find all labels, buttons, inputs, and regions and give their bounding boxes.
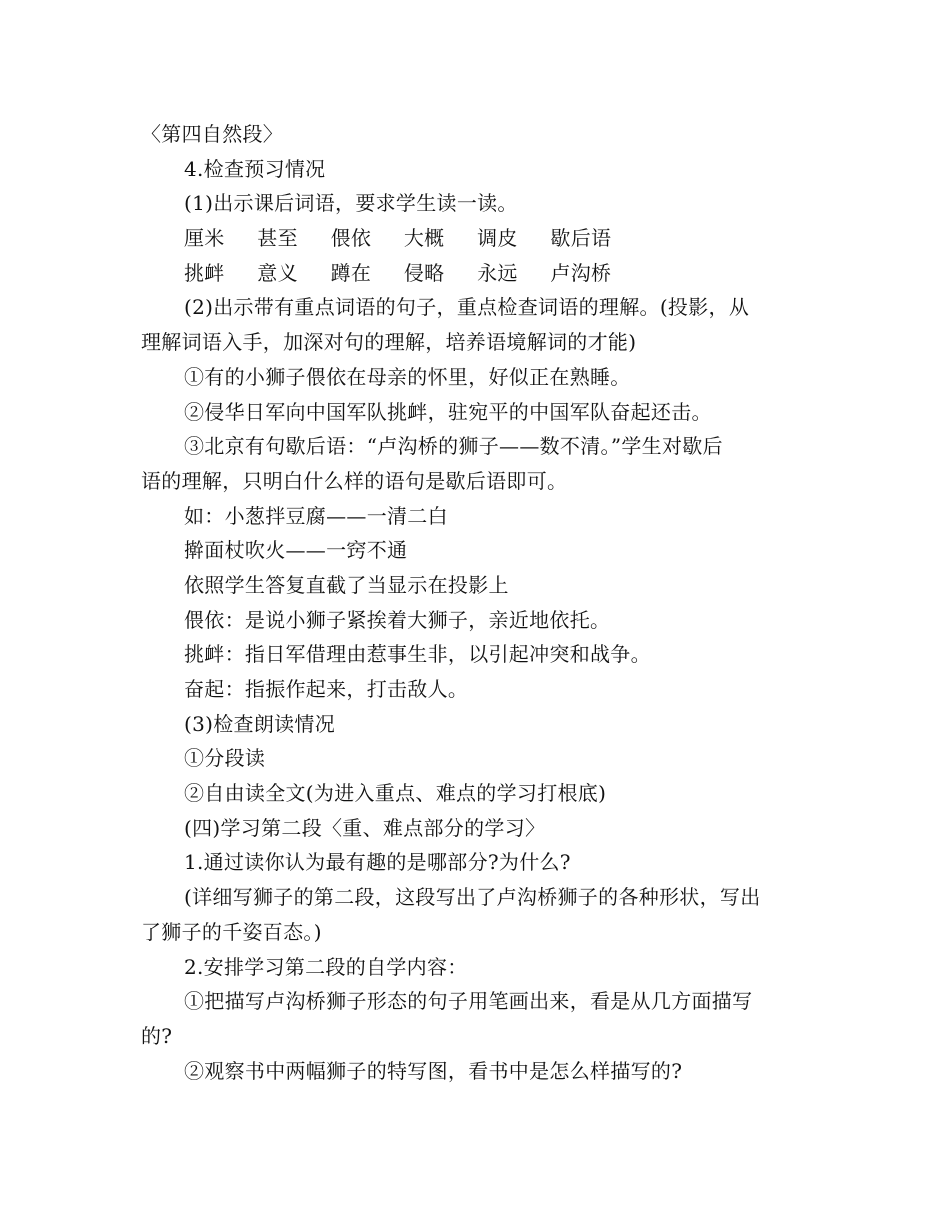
vocabulary-word: 卢沟桥 xyxy=(550,260,612,285)
vocabulary-word: 厘米 xyxy=(184,226,225,251)
paragraph-line: 〈第四自然段〉 xyxy=(141,122,284,146)
paragraph-line: (3)检查朗读情况 xyxy=(184,711,336,736)
vocabulary-word: 调皮 xyxy=(477,226,518,251)
paragraph-line: ②观察书中两幅狮子的特写图，看书中是怎么样描写的? xyxy=(184,1058,683,1083)
vocabulary-word: 歇后语 xyxy=(550,226,612,251)
paragraph-line: 1.通过读你认为最有趣的是哪部分?为什么? xyxy=(184,850,571,875)
paragraph-line: (2)出示带有重点词语的句子，重点检查词语的理解。(投影，从 xyxy=(184,295,750,320)
paragraph-line: 如：小葱拌豆腐——一清二白 xyxy=(184,503,448,528)
document-body xyxy=(141,117,813,1088)
vocabulary-word: 永远 xyxy=(477,260,518,285)
section-heading: 4.检查预习情况 xyxy=(184,156,326,181)
example-sentence: ③北京有句歇后语：“卢沟桥的狮子——数不清。”学生对歇后 xyxy=(184,434,723,459)
definition-line: 奋起：指振作起来，打击敌人。 xyxy=(184,677,469,701)
vocabulary-word: 甚至 xyxy=(257,226,298,251)
definition-line: 挑衅：指日军借理由惹事生非，以引起冲突和战争。 xyxy=(184,642,651,667)
vocabulary-word: 偎依 xyxy=(330,226,372,251)
example-sentence: ②侵华日军向中国军队挑衅，驻宛平的中国军队奋起还击。 xyxy=(184,399,712,424)
paragraph-line: 的? xyxy=(141,1023,173,1048)
vocabulary-word: 意义 xyxy=(257,260,298,285)
vocabulary-word: 挑衅 xyxy=(184,260,225,285)
vocabulary-row xyxy=(141,256,813,291)
paragraph-line: 依照学生答复直截了当显示在投影上 xyxy=(184,572,509,597)
paragraph-line: 语的理解，只明白什么样的语句是歇后语即可。 xyxy=(141,468,568,493)
vocabulary-word: 大概 xyxy=(403,226,445,251)
vocabulary-word: 蹲在 xyxy=(330,260,372,285)
vocabulary-row xyxy=(141,221,813,256)
paragraph-line: (1)出示课后词语，要求学生读一读。 xyxy=(184,191,518,216)
example-sentence: ①有的小狮子偎依在母亲的怀里，好似正在熟睡。 xyxy=(184,364,631,389)
paragraph-line: 2.安排学习第二段的自学内容： xyxy=(184,954,468,979)
paragraph-line: ①分段读 xyxy=(184,746,266,771)
paragraph-line: (详细写狮子的第二段，这段写出了卢沟桥狮子的各种形状，写出 xyxy=(184,885,761,910)
paragraph-line: ②自由读全文(为进入重点、难点的学习打根底) xyxy=(184,781,607,806)
section-heading: (四)学习第二段〈重、难点部分的学习〉 xyxy=(184,815,546,840)
paragraph-line: 理解词语入手，加深对句的理解，培养语境解词的才能) xyxy=(141,330,637,355)
definition-line: 偎依：是说小狮子紧挨着大狮子，亲近地依托。 xyxy=(184,607,611,632)
paragraph-line: 了狮子的千姿百态。) xyxy=(141,919,322,944)
vocabulary-word: 侵略 xyxy=(403,260,445,285)
paragraph-line: ①把描写卢沟桥狮子形态的句子用笔画出来，看是从几方面描写 xyxy=(184,989,753,1014)
paragraph-line: 擀面杖吹火——一窍不通 xyxy=(184,538,408,563)
